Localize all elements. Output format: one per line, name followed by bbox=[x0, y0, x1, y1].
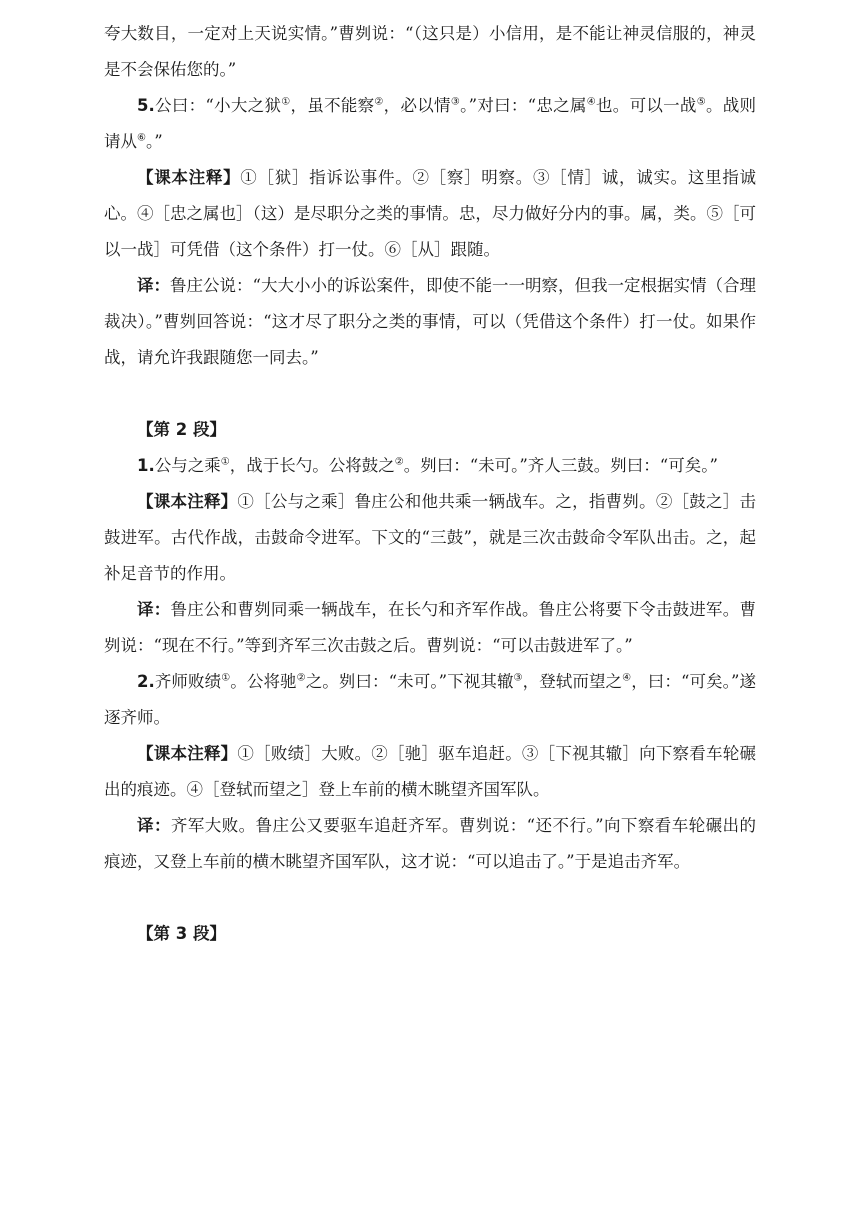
translation-label: 译： bbox=[137, 600, 171, 619]
notes-label: 【课本注释】 bbox=[137, 744, 238, 763]
passage-2 bbox=[104, 664, 756, 736]
passage-text: ，虽不能察 bbox=[290, 96, 375, 115]
notes-text: ①［败绩］大败。②［驰］驱车追赶。③［下视其辙］向下察看车轮碾出的痕迹。④［登轼而望之］登上车前的横木眺望齐国军队。 bbox=[104, 744, 757, 799]
footnote-mark: ① bbox=[281, 96, 291, 108]
footnote-mark: ① bbox=[221, 672, 231, 684]
footnote-mark: ② bbox=[296, 672, 306, 684]
textbook-notes bbox=[104, 484, 756, 592]
spacer bbox=[104, 880, 756, 916]
passage-text: 公与之乘 bbox=[154, 456, 221, 475]
footnote-mark: ④ bbox=[586, 96, 596, 108]
passage-1 bbox=[104, 448, 756, 484]
translation bbox=[104, 592, 756, 664]
item-number: 1. bbox=[137, 456, 155, 475]
item-number: 5. bbox=[137, 96, 155, 115]
footnote-mark: ② bbox=[374, 96, 384, 108]
notes-text: ①［公与之乘］鲁庄公和他共乘一辆战车。之，指曹刿。②［鼓之］击鼓进军。古代作战，击鼓命令进军。下文的“三鼓”，就是三次击鼓命令军队出击。之，起补足音节的作用。 bbox=[104, 492, 757, 583]
passage-text: ，战于长勺。公将鼓之 bbox=[229, 456, 395, 475]
passage-text: 齐师败绩 bbox=[154, 672, 222, 691]
passage-text: 也。可以一战 bbox=[596, 96, 697, 115]
passage-text: ，登轼而望之 bbox=[522, 672, 623, 691]
passage-text: 。战则请从 bbox=[104, 96, 757, 151]
footnote-mark: ④ bbox=[622, 672, 632, 684]
translation-text: 鲁庄公和曹刿同乘一辆战车，在长勺和齐军作战。鲁庄公将要下令击鼓进军。曹刿说：“现在不行。”等到齐军三次击鼓之后。曹刿说：“可以击鼓进军了。” bbox=[104, 600, 757, 655]
footnote-mark: ⑥ bbox=[137, 132, 146, 144]
passage-5 bbox=[104, 88, 756, 160]
spacer bbox=[104, 376, 756, 412]
footnote-mark: ① bbox=[220, 456, 230, 468]
footnote-mark: ② bbox=[394, 456, 404, 468]
footnote-mark: ③ bbox=[450, 96, 461, 108]
passage-text: 。刿曰：“未可。”齐人三鼓。刿曰：“可矣。” bbox=[403, 456, 718, 475]
passage-text: 。”对曰：“忠之属 bbox=[460, 96, 587, 115]
notes-label: 【课本注释】 bbox=[137, 168, 241, 187]
section-heading: 【第 2 段】 bbox=[137, 420, 226, 439]
passage-text: 公曰：“小大之狱 bbox=[154, 96, 282, 115]
passage-text: ，必以情 bbox=[383, 96, 451, 115]
translation-label: 译： bbox=[137, 276, 171, 295]
translation bbox=[104, 268, 756, 376]
translation-text: 鲁庄公说：“大大小小的诉讼案件，即使不能一一明察，但我一定根据实情（合理裁决）。”曹刿回答说：“这才尽了职分之类的事情，可以（凭借这个条件）打一仗。如果作战，请允许我跟随您一同去。” bbox=[104, 276, 757, 367]
section-heading: 【第 3 段】 bbox=[137, 924, 226, 943]
continuation-paragraph: 夸大数目，一定对上天说实情。”曹刿说：“（这只是）小信用，是不能让神灵信服的，神灵是不会保佑您的。” bbox=[104, 24, 756, 79]
item-number: 2. bbox=[137, 672, 155, 691]
textbook-notes bbox=[104, 736, 756, 808]
translation-label: 译： bbox=[137, 816, 171, 835]
passage-text: ，曰：“可矣。”遂逐齐师。 bbox=[104, 672, 757, 727]
passage-text: 。” bbox=[145, 132, 163, 151]
translation-text: 齐军大败。鲁庄公又要驱车追赶齐军。曹刿说：“还不行。”向下察看车轮碾出的痕迹，又登上车前的横木眺望齐国军队，这才说：“可以追击了。”于是追击齐军。 bbox=[104, 816, 757, 871]
notes-text: ①［狱］指诉讼事件。②［察］明察。③［情］诚，诚实。这里指诚心。④［忠之属也］（这）是尽职分之类的事情。忠，尽力做好分内的事。属，类。⑤［可以一战］可凭借（这个条件）打一仗。⑥［从］跟随。 bbox=[104, 168, 757, 259]
translation bbox=[104, 808, 756, 880]
footnote-mark: ③ bbox=[513, 672, 523, 684]
notes-label: 【课本注释】 bbox=[137, 492, 238, 511]
passage-text: 。公将驰 bbox=[230, 672, 297, 691]
footnote-mark: ⑤ bbox=[696, 96, 706, 108]
textbook-notes bbox=[104, 160, 756, 268]
passage-text: 之。刿曰：“未可。”下视其辙 bbox=[305, 672, 514, 691]
